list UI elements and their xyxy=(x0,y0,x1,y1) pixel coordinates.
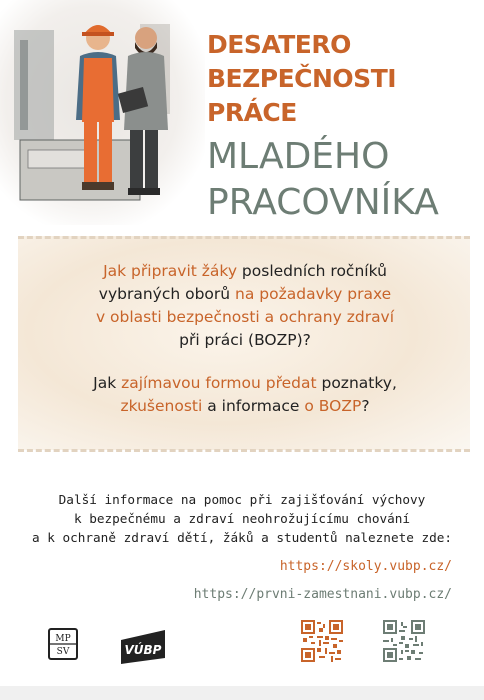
q2-text-4: ? xyxy=(361,397,370,415)
link-prvni-zamestnani[interactable]: https://prvni-zamestnani.vubp.cz/ xyxy=(193,587,452,602)
qr-code-icon[interactable] xyxy=(301,620,343,662)
q1-text-4: při práci (BOZP)? xyxy=(179,331,311,349)
question-1 xyxy=(30,260,460,352)
q2-text-1: Jak xyxy=(93,374,122,392)
q1-highlight-3: v oblasti bezpečnosti a ochrany zdraví xyxy=(95,308,395,326)
info-text xyxy=(20,490,464,547)
vubp-logo xyxy=(117,630,169,664)
q2-highlight-3: o BOZP xyxy=(304,397,362,415)
info-line-2: k bezpečnému a zdraví neohrožujícímu chování xyxy=(73,511,411,526)
vubp-text: VÚBP xyxy=(124,643,162,657)
mpsv-text-bottom: SV xyxy=(56,647,70,657)
qr-code-icon[interactable] xyxy=(383,620,425,662)
divider-bottom xyxy=(18,449,470,452)
link-skoly[interactable]: https://skoly.vubp.cz/ xyxy=(279,559,452,574)
q2-text-2: poznatky, xyxy=(316,374,397,392)
q1-highlight-1: Jak připravit žáky xyxy=(103,262,237,280)
footer-strip xyxy=(0,686,484,700)
title-line-3: MLADÉHO xyxy=(207,136,390,177)
mpsv-logo xyxy=(48,628,78,660)
q1-text-2: vybraných oborů xyxy=(98,285,231,303)
q2-highlight-1: zajímavou formou předat xyxy=(121,374,317,392)
title-line-2: BEZPEČNOSTI PRÁCE xyxy=(207,64,397,127)
q2-text-3: a informace xyxy=(202,397,305,415)
question-2 xyxy=(30,372,460,418)
info-line-1: Další informace na pomoc při zajišťování výchovy xyxy=(58,492,426,507)
worker-illustration xyxy=(0,0,205,225)
q1-highlight-2: na požadavky praxe xyxy=(230,285,392,303)
title-line-1: DESATERO xyxy=(207,30,351,59)
title-line-4: PRACOVNÍKA xyxy=(207,182,439,223)
poster-title xyxy=(207,28,477,226)
mpsv-text-top: MP xyxy=(55,634,71,644)
info-line-3: a k ochraně zdraví dětí, žáků a studentů naleznete zde: xyxy=(31,530,453,545)
q1-text-1: posledních ročníků xyxy=(237,262,387,280)
divider-top xyxy=(18,236,470,239)
q2-highlight-2: zkušenosti xyxy=(120,397,203,415)
